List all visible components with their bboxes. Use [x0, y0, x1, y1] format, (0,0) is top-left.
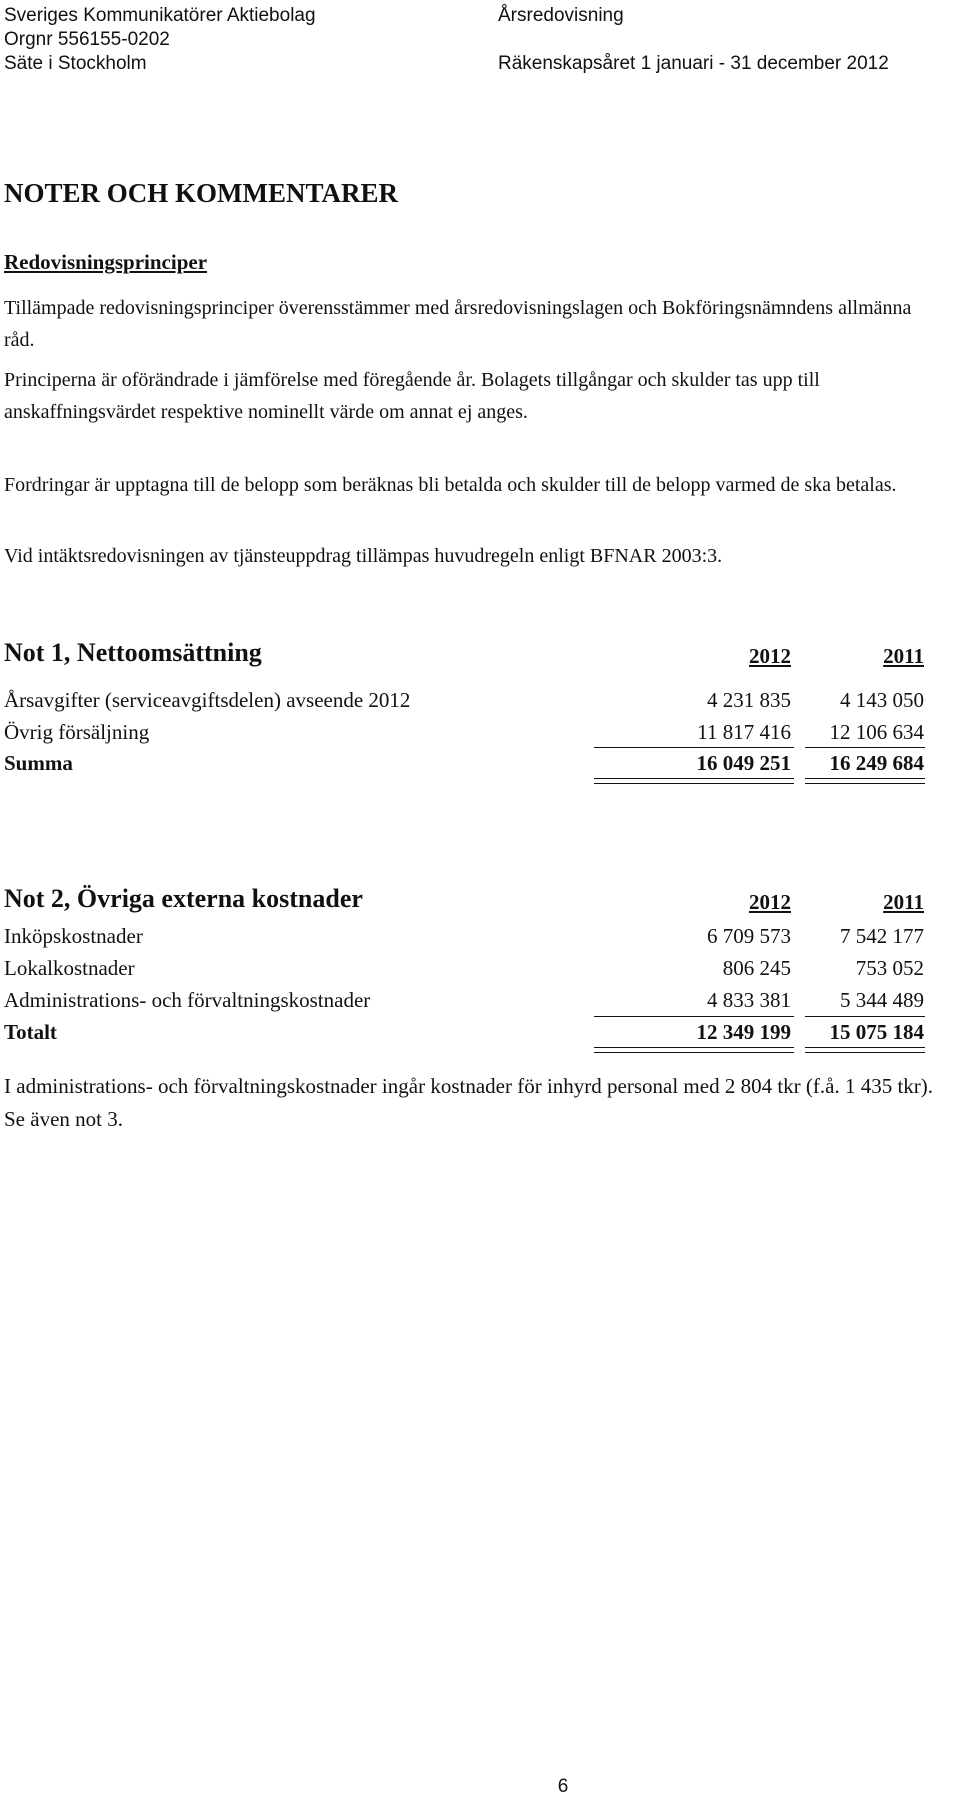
row-value-2011: 5 344 489 [840, 988, 924, 1012]
row-value-2012: 806 245 [722, 956, 791, 980]
row-label: Årsavgifter (serviceavgiftsdelen) avseende 2012 [4, 688, 411, 712]
table-row [4, 924, 924, 958]
table-row [4, 688, 924, 722]
principles-heading: Redovisningsprinciper [4, 250, 208, 274]
row-label: Övrig försäljning [4, 720, 150, 744]
note2-footnote: I administrations- och förvaltningskostnader ingår kostnader för inhyrd personal med 2 804 tkr (f.å. 1 435 tkr). Se även not 3. [4, 1074, 934, 1131]
total-label: Summa [4, 751, 73, 775]
total-value-2012: 16 049 251 [696, 751, 791, 775]
row-value-2012: 6 709 573 [707, 924, 791, 948]
note2-title: Not 2, Övriga externa kostnader [4, 884, 363, 913]
subtotal-rule [805, 1016, 925, 1017]
subtotal-rule [594, 1016, 794, 1017]
principles-paragraph-4: Vid intäktsredovisningen av tjänsteuppdrag tillämpas huvudregeln enligt BFNAR 2003:3. [4, 545, 723, 567]
row-label: Administrations- och förvaltningskostnader [4, 988, 371, 1012]
page-number: 6 [557, 1776, 569, 1797]
total-double-rule [594, 778, 794, 779]
row-label: Inköpskostnader [4, 924, 143, 948]
total-double-rule [594, 1052, 794, 1053]
row-value-2011: 4 143 050 [840, 688, 924, 712]
company-seat: Säte i Stockholm [4, 53, 147, 74]
total-double-rule [805, 1047, 925, 1048]
table-row [4, 720, 924, 754]
note2-year-2011: 2011 [883, 890, 924, 914]
total-row [4, 1020, 924, 1054]
total-double-rule [594, 1047, 794, 1048]
row-value-2011: 12 106 634 [829, 720, 924, 744]
table-row [4, 956, 924, 990]
row-value-2011: 753 052 [855, 956, 924, 980]
document-type: Årsredovisning [498, 5, 624, 26]
fiscal-year: Räkenskapsåret 1 januari - 31 december 2012 [498, 53, 889, 74]
principles-paragraph-2: Principerna är oförändrade i jämförelse med föregående år. Bolagets tillgångar och skulder tas upp till anskaffningsvärdet respektive nominellt värde om annat ej anges. [4, 369, 820, 423]
principles-paragraph-3: Fordringar är upptagna till de belopp som beräknas bli betalda och skulder till de belopp varmed de ska betalas. [4, 474, 897, 496]
total-value-2011: 16 249 684 [829, 751, 924, 775]
note1-year-2011: 2011 [883, 644, 924, 668]
total-double-rule [805, 1052, 925, 1053]
note1-title: Not 1, Nettoomsättning [4, 638, 262, 667]
subtotal-rule [594, 747, 794, 748]
principles-paragraph-1: Tillämpade redovisningsprinciper överensstämmer med årsredovisningslagen och Bokföringsnämndens allmänna råd. [4, 297, 912, 351]
total-double-rule [805, 778, 925, 779]
row-value-2012: 4 833 381 [707, 988, 791, 1012]
org-number: Orgnr 556155-0202 [4, 29, 170, 50]
total-value-2012: 12 349 199 [696, 1020, 791, 1044]
total-label: Totalt [4, 1020, 57, 1044]
total-double-rule [805, 783, 925, 784]
page-title: NOTER OCH KOMMENTARER [4, 178, 399, 208]
subtotal-rule [805, 747, 925, 748]
total-double-rule [594, 783, 794, 784]
total-value-2011: 15 075 184 [829, 1020, 924, 1044]
note1-year-2012: 2012 [749, 644, 791, 668]
row-value-2012: 11 817 416 [697, 720, 791, 744]
company-name: Sveriges Kommunikatörer Aktiebolag [4, 5, 316, 26]
row-label: Lokalkostnader [4, 956, 135, 980]
row-value-2011: 7 542 177 [840, 924, 924, 948]
note2-year-2012: 2012 [749, 890, 791, 914]
total-row [4, 751, 924, 785]
row-value-2012: 4 231 835 [707, 688, 791, 712]
